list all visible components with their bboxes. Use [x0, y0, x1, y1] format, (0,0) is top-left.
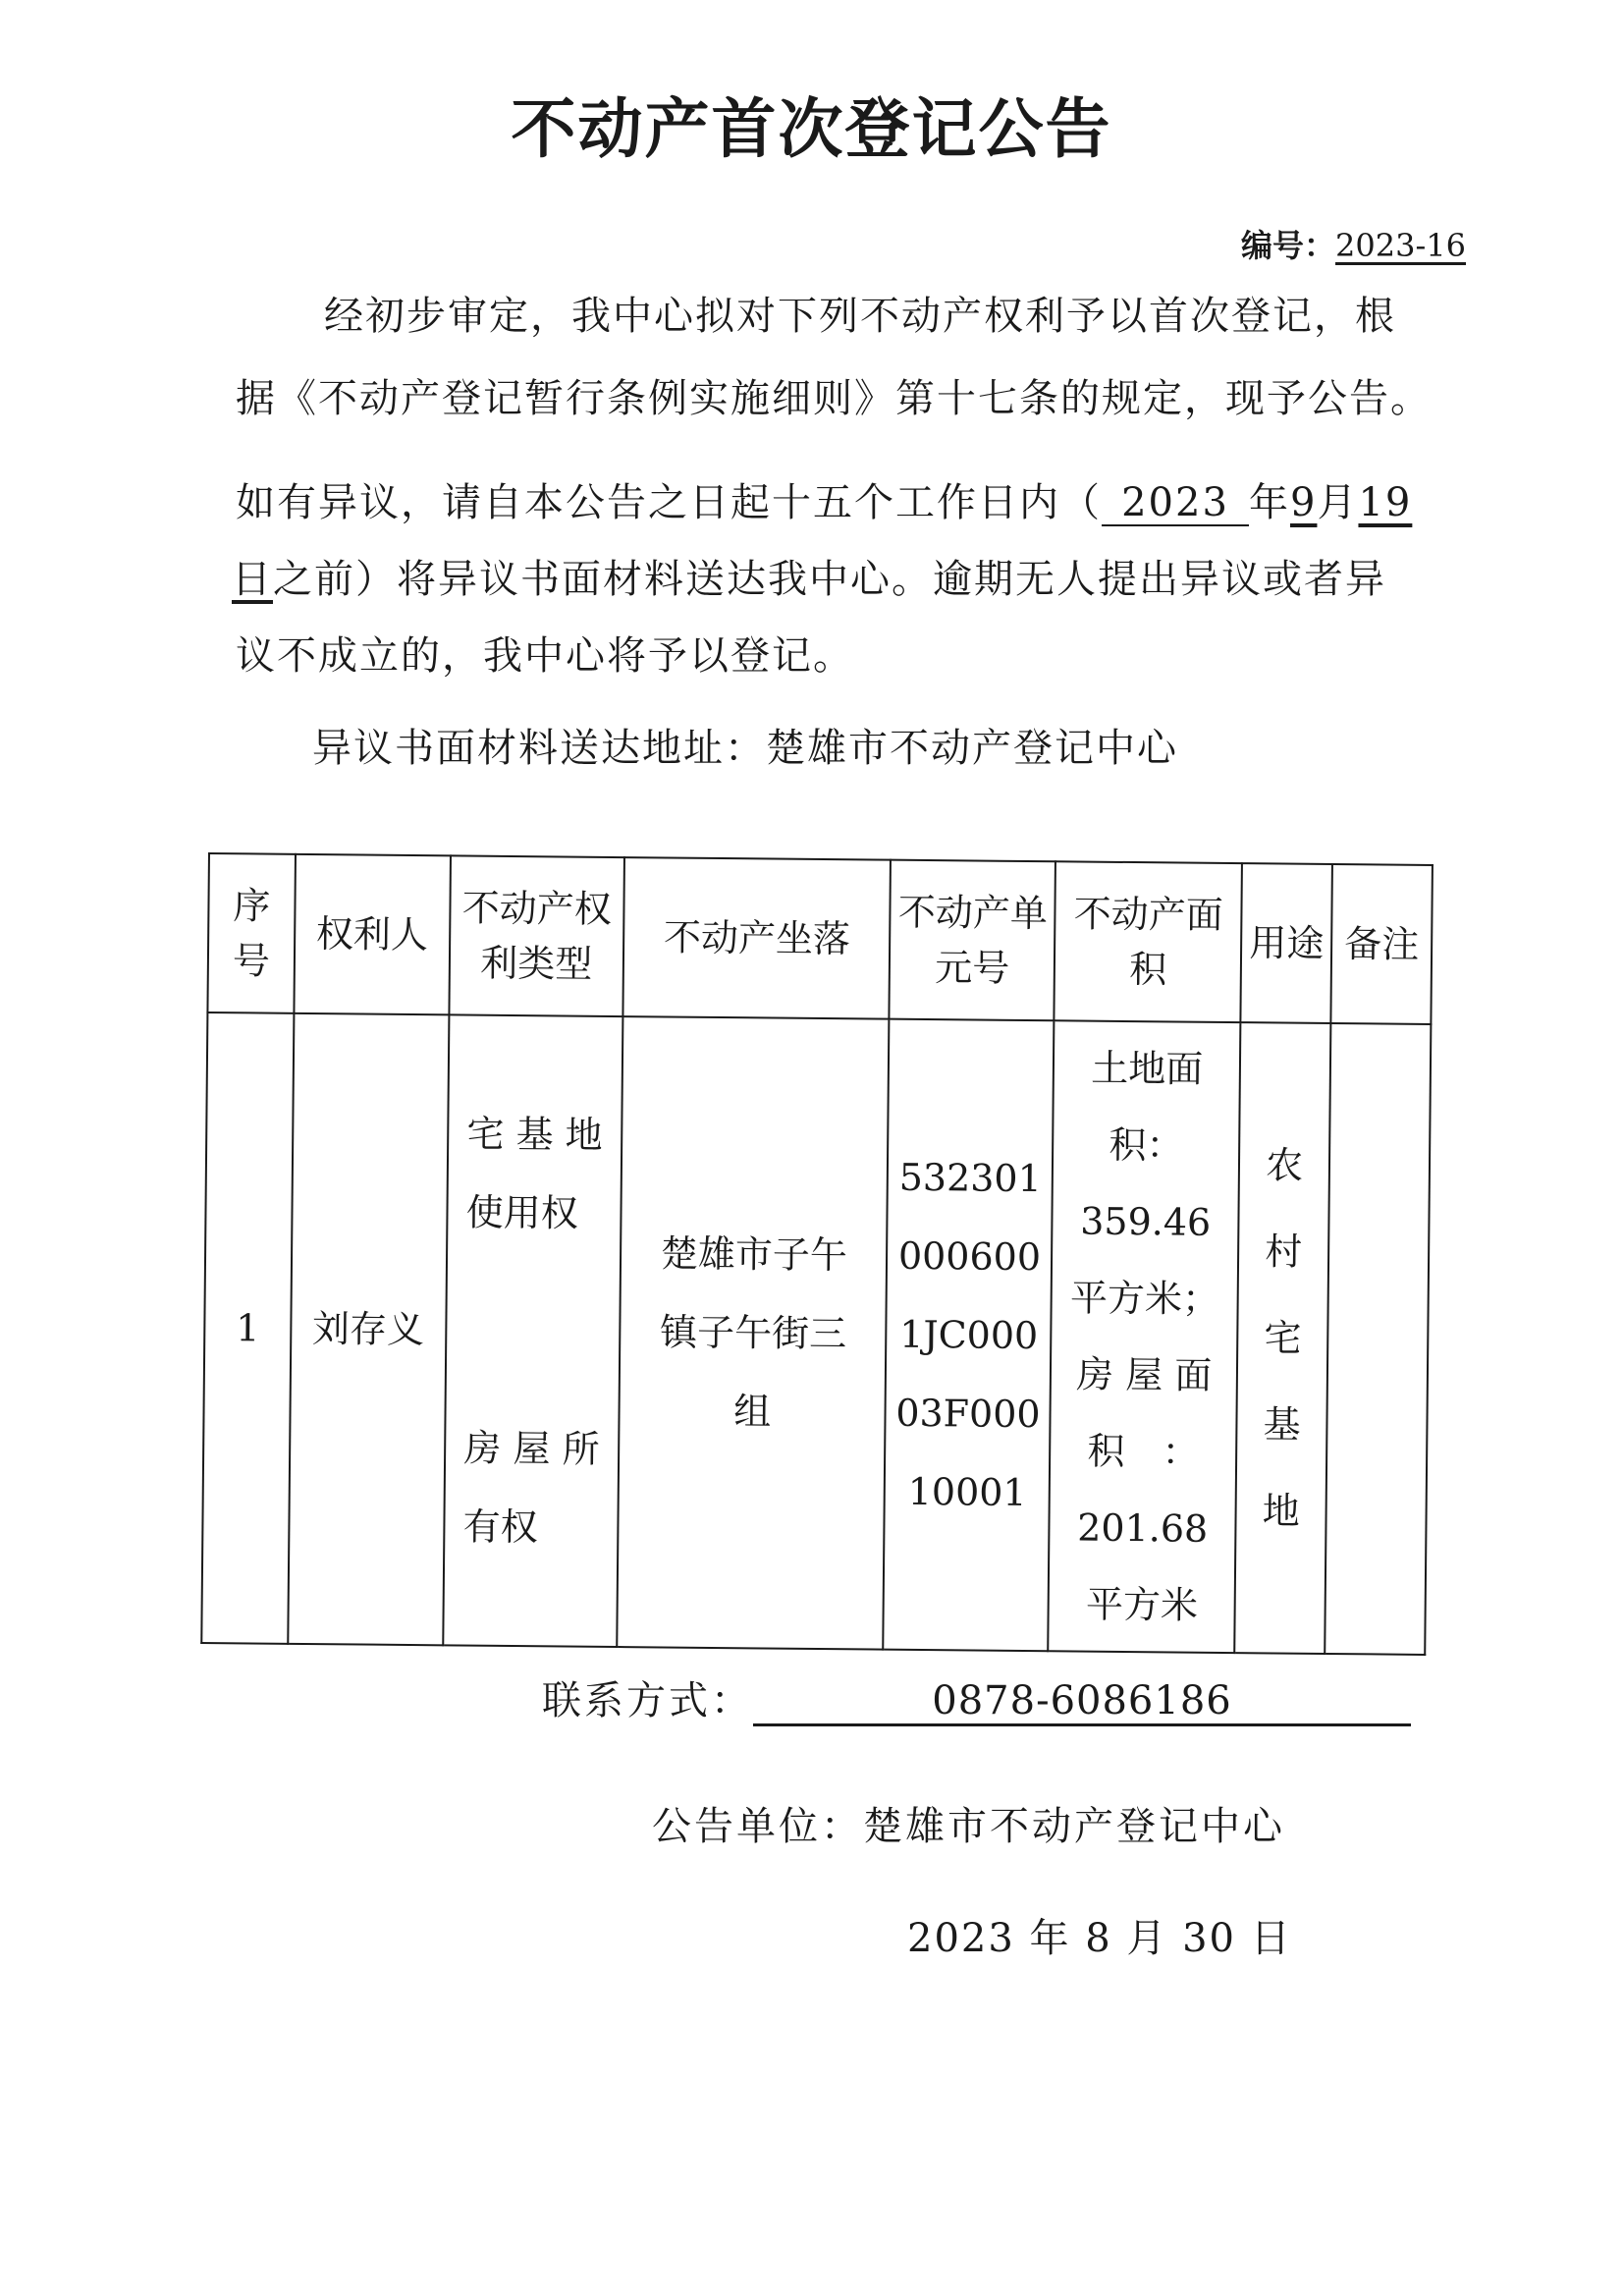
unit-l1: 532301 — [898, 1155, 1042, 1201]
unit-l3: 1JC000 — [898, 1312, 1039, 1358]
cell-right-type — [443, 1014, 623, 1647]
header-area-l2: 积 — [1128, 948, 1167, 992]
body-line-3-prefix: 如有异议，请自本公告之日起十五个工作日内（ — [236, 480, 1102, 525]
header-usage: 用途 — [1241, 863, 1332, 1023]
area-l2: 积： — [1109, 1122, 1184, 1168]
cell-location — [617, 1016, 889, 1650]
area-l7: 201.68 — [1077, 1505, 1209, 1551]
location-l3: 组 — [733, 1390, 772, 1434]
header-right-type-l1: 不动产权 — [461, 886, 613, 931]
table-header-row — [207, 853, 1432, 1024]
deadline-year: 2023 — [1102, 481, 1249, 526]
header-location: 不动产坐落 — [623, 857, 892, 1019]
unit-l2: 000600 — [897, 1233, 1042, 1280]
deadline-month: 9 — [1290, 480, 1318, 525]
right-type-a-l2: 使用权 — [465, 1190, 578, 1235]
area-l3: 359.46 — [1080, 1199, 1212, 1244]
right-type-b-l2: 有权 — [462, 1504, 538, 1550]
header-right-type — [449, 855, 624, 1016]
unit-l5: 10001 — [907, 1469, 1027, 1515]
contact-label: 联系方式： — [542, 1678, 753, 1723]
cell-seq: 1 — [201, 1012, 294, 1644]
area-l1: 土地面 — [1091, 1046, 1204, 1091]
right-type-a-l1: 宅 基 地 — [466, 1112, 603, 1157]
year-char: 年 — [1249, 480, 1290, 525]
month-char: 月 — [1317, 480, 1359, 525]
header-holder: 权利人 — [294, 854, 450, 1015]
header-area-l1: 不动产面 — [1073, 892, 1223, 937]
area-l8: 平方米 — [1085, 1582, 1199, 1627]
contact-line — [542, 1669, 1411, 1726]
cell-usage — [1234, 1022, 1330, 1654]
serial-value: 2023-16 — [1335, 227, 1466, 264]
registration-table — [200, 852, 1434, 1656]
table-row — [201, 1012, 1431, 1655]
area-l5: 房 屋 面 — [1075, 1352, 1213, 1397]
body-line-1: 经初步审定，我中心拟对下列不动产权利予以首次登记，根 — [324, 294, 1396, 339]
contact-phone: 0878-6086186 — [753, 1678, 1411, 1726]
day-char: 日 — [232, 557, 273, 602]
header-area — [1055, 861, 1242, 1022]
location-l2: 镇子午街三 — [659, 1310, 847, 1356]
body-line-2: 据《不动产登记暂行条例实施细则》第十七条的规定，现予公告。 — [236, 376, 1432, 421]
header-unit-l2: 元号 — [935, 946, 1010, 990]
deadline-day: 19 — [1358, 480, 1413, 525]
area-l6: 积 ： — [1087, 1429, 1200, 1474]
body-line-4 — [232, 548, 1386, 604]
header-remark: 备注 — [1330, 864, 1432, 1024]
issue-date: 2023 年 8 月 30 日 — [907, 1916, 1292, 1961]
cell-remark — [1325, 1023, 1431, 1655]
area-l4: 平方米； — [1069, 1276, 1220, 1321]
location-l1: 楚雄市子午 — [660, 1231, 848, 1278]
header-unit-l1: 不动产单 — [897, 890, 1049, 936]
serial-number — [1241, 221, 1466, 266]
issuing-unit: 公告单位：楚雄市不动产登记中心 — [652, 1804, 1285, 1849]
usage-value: 农村宅基地 — [1262, 1143, 1304, 1533]
header-seq: 序号 — [207, 853, 295, 1013]
right-type-b-l1: 房 屋 所 — [463, 1426, 600, 1471]
body-line-3 — [236, 471, 1412, 527]
body-line-5: 议不成立的，我中心将予以登记。 — [236, 633, 854, 679]
header-unit-number — [890, 860, 1056, 1021]
objection-address: 异议书面材料送达地址：楚雄市不动产登记中心 — [312, 726, 1178, 771]
header-right-type-l2: 利类型 — [480, 941, 593, 986]
serial-label: 编号： — [1241, 227, 1336, 264]
cell-area — [1049, 1020, 1241, 1653]
unit-l4: 03F000 — [895, 1391, 1041, 1437]
cell-holder: 刘存义 — [288, 1013, 449, 1645]
cell-unit-number — [884, 1019, 1055, 1652]
page-title: 不动产首次登记公告 — [511, 91, 1112, 167]
body-line-4-suffix: 之前）将异议书面材料送达我中心。逾期无人提出异议或者异 — [273, 557, 1386, 602]
